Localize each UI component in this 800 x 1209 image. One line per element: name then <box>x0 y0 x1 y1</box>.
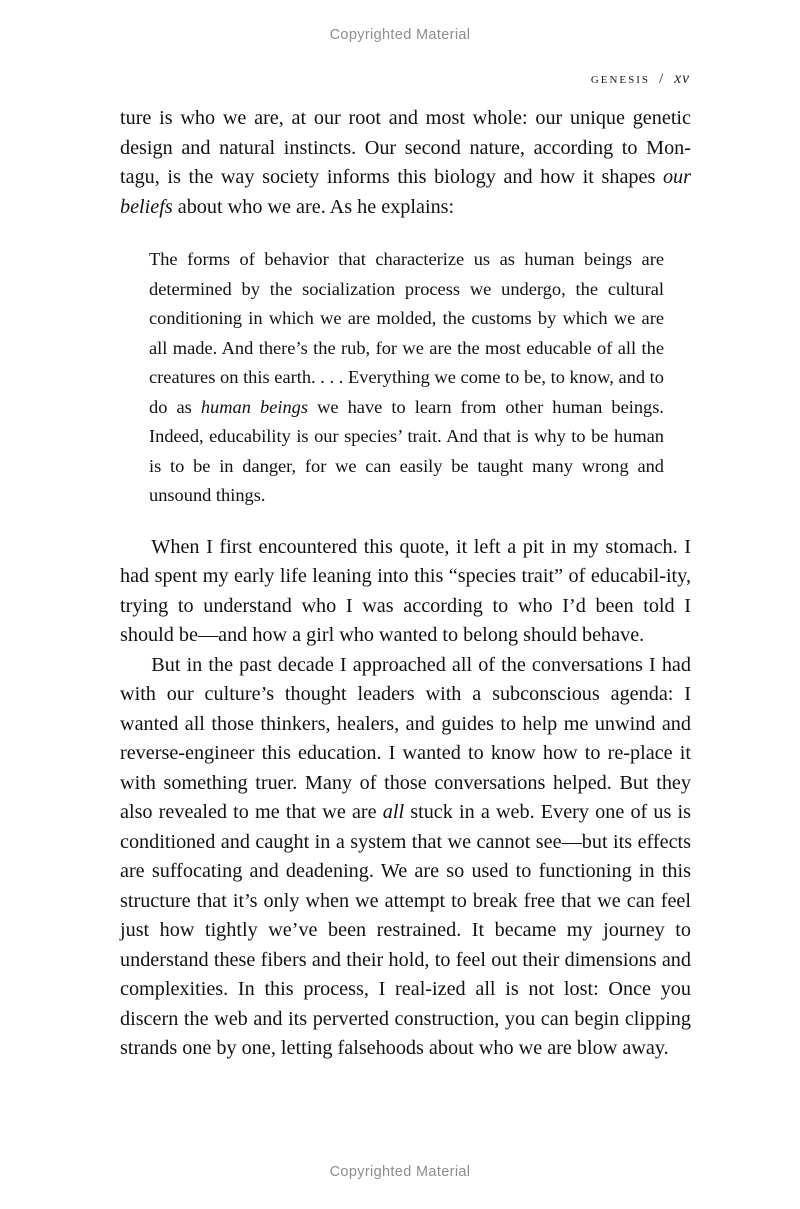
paragraph-1-emphasis-our-beliefs: our beliefs <box>120 166 691 218</box>
copyright-watermark-top: Copyrighted Material <box>329 27 471 43</box>
paragraph-1-text-part-2: about who we are. As he explains: <box>172 195 455 218</box>
block-quote-emphasis-human-beings: human beings <box>200 396 309 417</box>
running-head <box>120 70 690 88</box>
paragraph-3 <box>120 651 691 1064</box>
paragraph-2-text: When I first encountered this quote, it left a pit in my stomach. I had spent my early life leaning into this “species trait” of educabil-ity, trying to understand who I was according to who I’d been told I should be—and how a girl who wanted to belong should behave. <box>120 535 691 646</box>
block-quote <box>120 222 691 533</box>
copyright-watermark-bottom: Copyrighted Material <box>329 1164 471 1180</box>
paragraph-2 <box>120 533 691 651</box>
running-head-title: genesis <box>590 70 651 87</box>
running-head-separator: / <box>659 71 664 87</box>
paragraph-3-text-part-2: stuck in a web. Every one of us is conditioned and caught in a system that we cannot see—but its effects are suffocating and deadening. We are so used to functioning in this structure that it’s only when we attempt to break free that we can feel just how tightly we’ve been restrained. It became my journey to understand these fibers and their hold, to feel out their dimensions and complexities. In this process, I real-ized all is not lost: Once you discern the web and its perverted construction, you can begin clipping strands one by one, letting falsehoods about who we are blow away. <box>120 801 691 1059</box>
text-block <box>120 104 691 1064</box>
block-quote-text <box>149 245 664 511</box>
page-number: xv <box>674 70 690 87</box>
paragraph-3-emphasis-all: all <box>382 801 405 823</box>
paragraph-1-text-part-1: ture is who we are, at our root and most whole: our unique genetic design and natural instincts. Our second nature, according to Mon-tagu, is the way society informs this biology and how it shapes <box>120 107 691 188</box>
block-quote-part-1: The forms of behavior that characterize us as human beings are determined by the socialization process we undergo, the cultural conditioning in which we are molded, the customs by which we are all made. And there’s the rub, for we are the most educable of all the creatures on this earth. . . . Everything we come to be, to know, and to do as <box>149 249 664 417</box>
paragraph-3-text-part-1: But in the past decade I approached all of the conversations I had with our culture’s thought leaders with a subconscious agenda: I wanted all those thinkers, healers, and guides to help me unwind and reverse-engineer this education. I wanted to know how to re-place it with something truer. Many of those conversations helped. But they also revealed to me that we are <box>120 653 691 823</box>
block-quote-part-2: we have to learn from other human beings. Indeed, educability is our species’ trait. And that is why to be human is to be in danger, for we can easily be taught many wrong and unsound things. <box>149 396 665 505</box>
paragraph-continuation <box>120 104 691 222</box>
